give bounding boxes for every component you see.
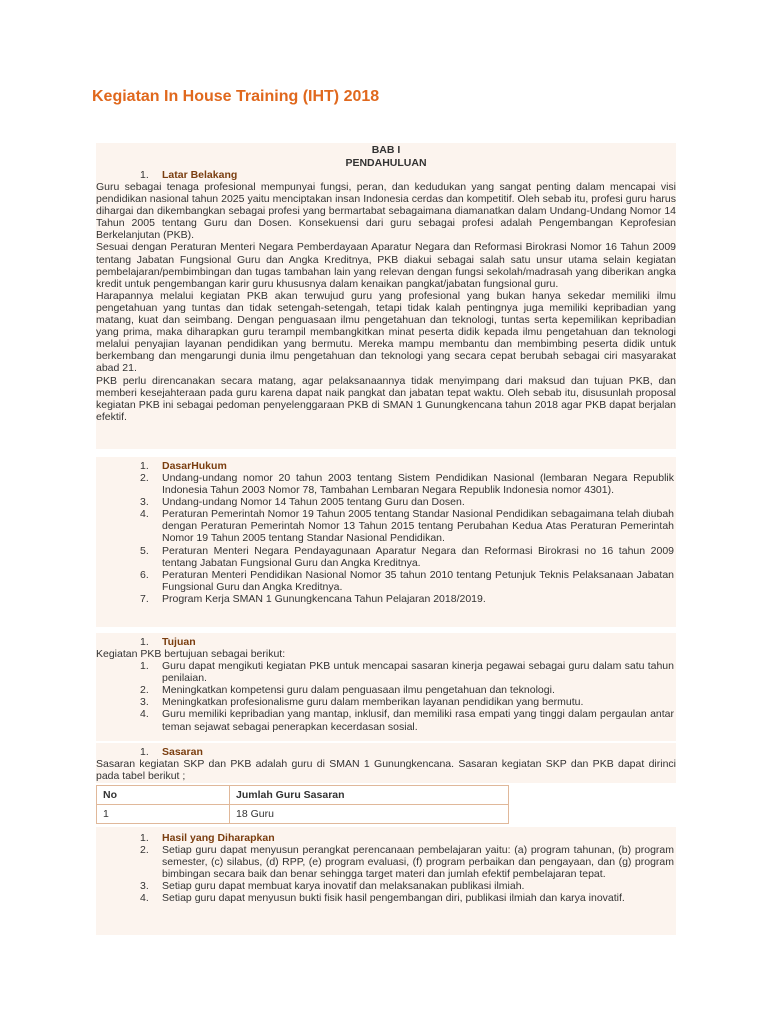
paragraph: Sesuai dengan Peraturan Menteri Negara Pemberdayaan Aparatur Negara dan Reformasi Birokrasi Nomor 16 Tahun 2009 tentang Jabatan Fungsional Guru dan Angka Kreditnya, PKB diakui sebagai salah satu unsur utama selain kegiatan pembelajaran/pembimbingan dan tugas tambahan lain yang relevan dengan fungsi sekolah/madrasah yang diberikan angka kredit untuk pengembangan karir guru khususnya dalam kenaikan pangkat/jabatan fungsional guru. — [96, 241, 676, 290]
paragraph: Harapannya melalui kegiatan PKB akan terwujud guru yang profesional yang bukan hanya sekedar memiliki ilmu pengetahuan yang tuntas dan tidak setengah-setengah, tetapi tidak kalah pentingnya juga memiliki kepribadian yang matang, kuat dan seimbang. Dengan penguasaan ilmu pengetahuan dan teknologi, tuntas serta kepemilikan kepribadian yang prima, maka diharapkan guru terampil membangkitkan minat peserta didik kepada ilmu pengetahuan dan teknologi melalui penyajian layanan pendidikan yang bermutu. Mereka mampu membantu dan membimbing peserta didik untuk berkembang dan mengarungi dunia ilmu pengetahuan dan teknologi yang secara cepat berubah sebagai ciri masyarakat abad 21. — [96, 289, 676, 375]
section-latar-belakang — [96, 143, 676, 449]
list-item: 6. Peraturan Menteri Pendidikan Nasional Nomor 35 tahun 2010 tentang Petunjuk Teknis Pelaksanaan Jabatan Fungsional Guru dan Angka Kreditnya. — [140, 568, 674, 593]
list-item: 2. Meningkatkan kompetensi guru dalam penguasaan ilmu pengetahuan dan teknologi. — [140, 684, 555, 697]
section-title: Tujuan — [162, 636, 196, 648]
paragraph: Sasaran kegiatan SKP dan PKB adalah guru di SMAN 1 Gunungkencana. Sasaran kegiatan SKP dan PKB dapat dirinci pada tabel berikut ; — [96, 758, 676, 783]
section-title: Hasil yang Diharapkan — [162, 832, 275, 844]
document-title: Kegiatan In House Training (IHT) 2018 — [92, 88, 380, 105]
list-item: 3. Setiap guru dapat membuat karya inovatif dan melaksanakan publikasi ilmiah. — [140, 880, 525, 893]
paragraph: PKB perlu direncanakan secara matang, agar pelaksanaannya tidak menyimpang dari maksud dan tujuan PKB, dan memberi kesejahteraan pada guru karena dapat naik pangkat dan jabatan tepat waktu. Oleh sebab itu, disusunlah proposal kegiatan PKB ini sebagai pedoman penyelenggaraan PKB di SMAN 1 Gunungkencana tahun 2018 agar PKB dapat berjalan efektif. — [96, 374, 676, 423]
section-number: 1. — [140, 460, 149, 472]
table-row — [97, 805, 509, 824]
section-number: 1. — [140, 746, 149, 758]
table-header-cell: Jumlah Guru Sasaran — [230, 786, 509, 805]
section-title: DasarHukum — [162, 460, 227, 472]
section-number: 1. — [140, 832, 149, 844]
chapter-label: BAB I — [371, 144, 401, 156]
list-item: 1. Guru dapat mengikuti kegiatan PKB untuk mencapai sasaran kinerja pegawai sebagai guru dalam satu tahun penilaian. — [140, 660, 674, 685]
paragraph: Kegiatan PKB bertujuan sebagai berikut: — [96, 648, 286, 660]
section-heading — [96, 636, 676, 648]
section-heading — [96, 169, 676, 181]
table-cell: 1 — [97, 805, 230, 824]
section-dasar-hukum — [96, 457, 676, 627]
list-item: 7. Program Kerja SMAN 1 Gunungkencana Tahun Pelajaran 2018/2019. — [140, 592, 486, 605]
list-item: 3. Meningkatkan profesionalisme guru dalam memberikan layanan pendidikan yang bermutu. — [140, 696, 584, 709]
paragraph: Guru sebagai tenaga profesional mempunyai fungsi, peran, dan kedudukan yang sangat penting dalam mencapai visi pendidikan nasional tahun 2025 yaitu menciptakan insan Indonesia cerdas dan kompetitif. Oleh sebab itu, profesi guru harus dihargai dan dikembangkan sebagai profesi yang bermartabat sebagaimana diamanatkan dalam Undang-Undang Nomor 14 Tahun 2005 tentang Guru dan Dosen. Konsekuensi dari guru sebagai profesi adalah Pengembangan Keprofesian Berkelanjutan (PKB). — [96, 181, 676, 242]
section-heading — [96, 746, 676, 758]
chapter-title: PENDAHULUAN — [345, 157, 427, 169]
list-item: 2. Setiap guru dapat menyusun perangkat perencanaan pembelajaran yaitu: (a) program tahunan, (b) program semester, (c) silabus, (d) RPP, (e) program evaluasi, (f) program perbaikan dan pengayaan, dan (g) program bimbingan secara baik dan benar sehingga target materi dan jumlah efektif pembelajaran tepat. — [140, 844, 674, 881]
table-cell: 18 Guru — [230, 805, 509, 824]
list-item: 5. Peraturan Menteri Negara Pendayagunaan Aparatur Negara dan Reformasi Birokrasi no 16 tahun 2009 tentang Jabatan Fungsional Guru dan Angka Kreditnya. — [140, 544, 674, 569]
section-sasaran — [96, 743, 676, 783]
section-heading — [96, 832, 676, 844]
list-item: 4. Setiap guru dapat menyusun bukti fisik hasil pengembangan diri, publikasi ilmiah dan karya inovatif. — [140, 892, 625, 905]
section-tujuan — [96, 633, 676, 741]
section-number: 1. — [140, 636, 149, 648]
section-hasil — [96, 827, 676, 935]
section-number: 1. — [140, 169, 149, 181]
section-title: Sasaran — [162, 746, 203, 758]
target-table — [96, 785, 509, 824]
list-item: 3. Undang-undang Nomor 14 Tahun 2005 tentang Guru dan Dosen. — [140, 496, 465, 509]
table-header-row — [97, 786, 509, 805]
section-heading — [96, 460, 676, 472]
list-item: 4. Guru memiliki kepribadian yang mantap, inklusif, dan memiliki rasa empati yang tinggi dalam pergaulan antar teman sejawat sebagai penerapkan kecerdasan sosial. — [140, 708, 674, 733]
section-title: Latar Belakang — [162, 169, 238, 181]
list-item: 2. Undang-undang nomor 20 tahun 2003 tentang Sistem Pendidikan Nasional (lembaran Negara Republik Indonesia Tahun 2003 Nomor 78, Tambahan Lembaran Negara Republik Indonesia nomor 4301). — [140, 472, 674, 497]
table-header-cell: No — [97, 786, 230, 805]
list-item: 4. Peraturan Pemerintah Nomor 19 Tahun 2005 tentang Standar Nasional Pendidikan sebagaimana telah diubah dengan Peraturan Pemerintah Nomor 13 Tahun 2015 tentang Perubahan Kedua Atas Peraturan Pemerintah Nomor 19 Tahun 2005 tentang Standar Nasional Pendidikan. — [140, 508, 674, 545]
